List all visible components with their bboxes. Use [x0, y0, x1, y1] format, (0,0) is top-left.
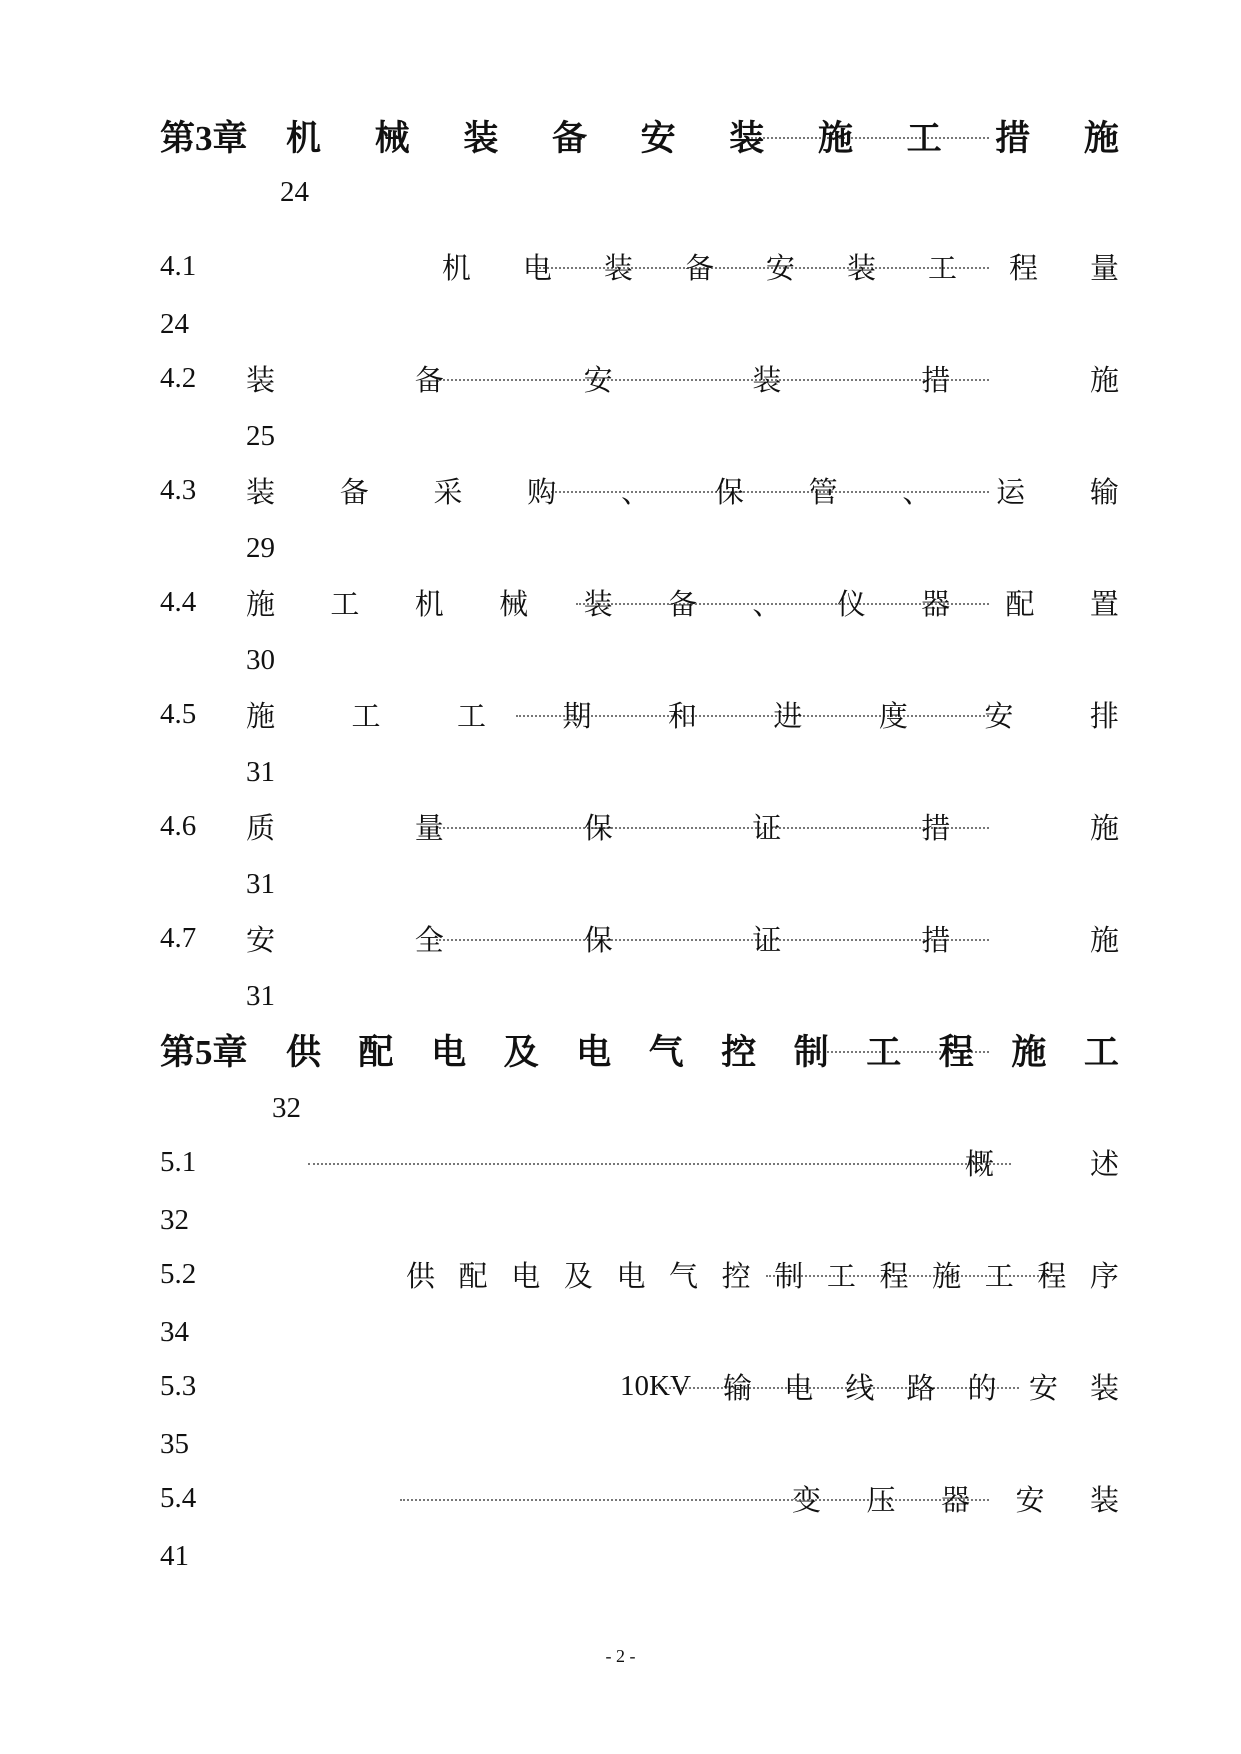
toc-number: 4.2 [160, 361, 197, 394]
toc-section-4-2[interactable] [160, 350, 1119, 406]
toc-section-5-2[interactable] [160, 1246, 1119, 1302]
dot-leader [656, 1387, 1019, 1389]
toc-title: 概 述 [246, 1134, 1119, 1190]
toc-number: 4.4 [160, 585, 197, 618]
toc-page-number: 34 [160, 1316, 189, 1348]
toc-section-4-4[interactable] [160, 574, 1119, 630]
toc-number: 5.1 [160, 1145, 197, 1178]
toc-title: 装 备 采 购 、 保 管 、 运 输 [246, 476, 1119, 509]
toc-title: 施 工 机 械 装 备 、 仪 器 配 置 [246, 588, 1119, 621]
toc-page-number: 25 [246, 420, 275, 452]
toc-section-5-1[interactable] [160, 1134, 1119, 1190]
toc-page-number: 31 [246, 756, 275, 788]
toc-section-4-7[interactable] [160, 910, 1119, 966]
toc-title: 施 工 工 期 和 进 度 安 排 [246, 700, 1119, 733]
toc-title: 变 压 器 安 装 [246, 1470, 1119, 1526]
toc-title: 供 配 电 及 电 气 控 制 工 程 施 工 [286, 1033, 1119, 1072]
toc-page-number: 30 [246, 644, 275, 676]
toc-page-number: 32 [272, 1092, 301, 1124]
toc-section-5-4[interactable] [160, 1470, 1119, 1526]
toc-page-number: 35 [160, 1428, 189, 1460]
dot-leader [436, 379, 989, 381]
toc-section-5-3[interactable] [160, 1358, 1119, 1414]
toc-page-number: 41 [160, 1540, 189, 1572]
toc-page-number: 31 [246, 980, 275, 1012]
dot-leader [766, 1275, 1059, 1277]
toc-number: 第5章 [160, 1033, 248, 1072]
toc-number: 5.4 [160, 1481, 197, 1514]
dot-leader [436, 939, 989, 941]
toc-number: 第3章 [160, 119, 248, 158]
toc-title: 10KV 输 电 线 路 的 安 装 [620, 1369, 1119, 1405]
dot-leader [746, 137, 989, 139]
dot-leader [400, 1499, 989, 1501]
toc-title: 质 量 保 证 措 施 [246, 812, 1119, 845]
toc-page-number: 31 [246, 868, 275, 900]
toc-page-number: 24 [280, 176, 309, 208]
toc-number: 5.2 [160, 1257, 197, 1290]
toc-page-number: 24 [160, 308, 189, 340]
toc-section-4-1[interactable] [160, 238, 1119, 294]
toc-number: 4.3 [160, 473, 197, 506]
toc-section-4-3[interactable] [160, 462, 1119, 518]
page-footer-number: - 2 - [605, 1646, 636, 1666]
toc-number: 4.6 [160, 809, 197, 842]
toc-title: 机 电 装 备 安 装 工 程 量 [441, 252, 1119, 285]
dot-leader [436, 827, 989, 829]
toc-chapter-3[interactable] [160, 108, 1119, 164]
toc-number: 5.3 [160, 1369, 197, 1402]
toc-number: 4.1 [160, 249, 197, 282]
toc-number: 4.5 [160, 697, 197, 730]
toc-page-number: 32 [160, 1204, 189, 1236]
toc-section-4-6[interactable] [160, 798, 1119, 854]
toc-title: 装 备 安 装 措 施 [246, 364, 1119, 397]
toc-page-number: 29 [246, 532, 275, 564]
toc-title: 机 械 装 备 安 装 施 工 措 施 [286, 119, 1119, 158]
toc-title: 供 配 电 及 电 气 控 制 工 程 施 工 程 序 [406, 1260, 1119, 1293]
toc-title: 安 全 保 证 措 施 [246, 924, 1119, 957]
toc-number: 4.7 [160, 921, 197, 954]
dot-leader [308, 1163, 1011, 1165]
toc-section-4-5[interactable] [160, 686, 1119, 742]
toc-chapter-5[interactable] [160, 1022, 1119, 1078]
